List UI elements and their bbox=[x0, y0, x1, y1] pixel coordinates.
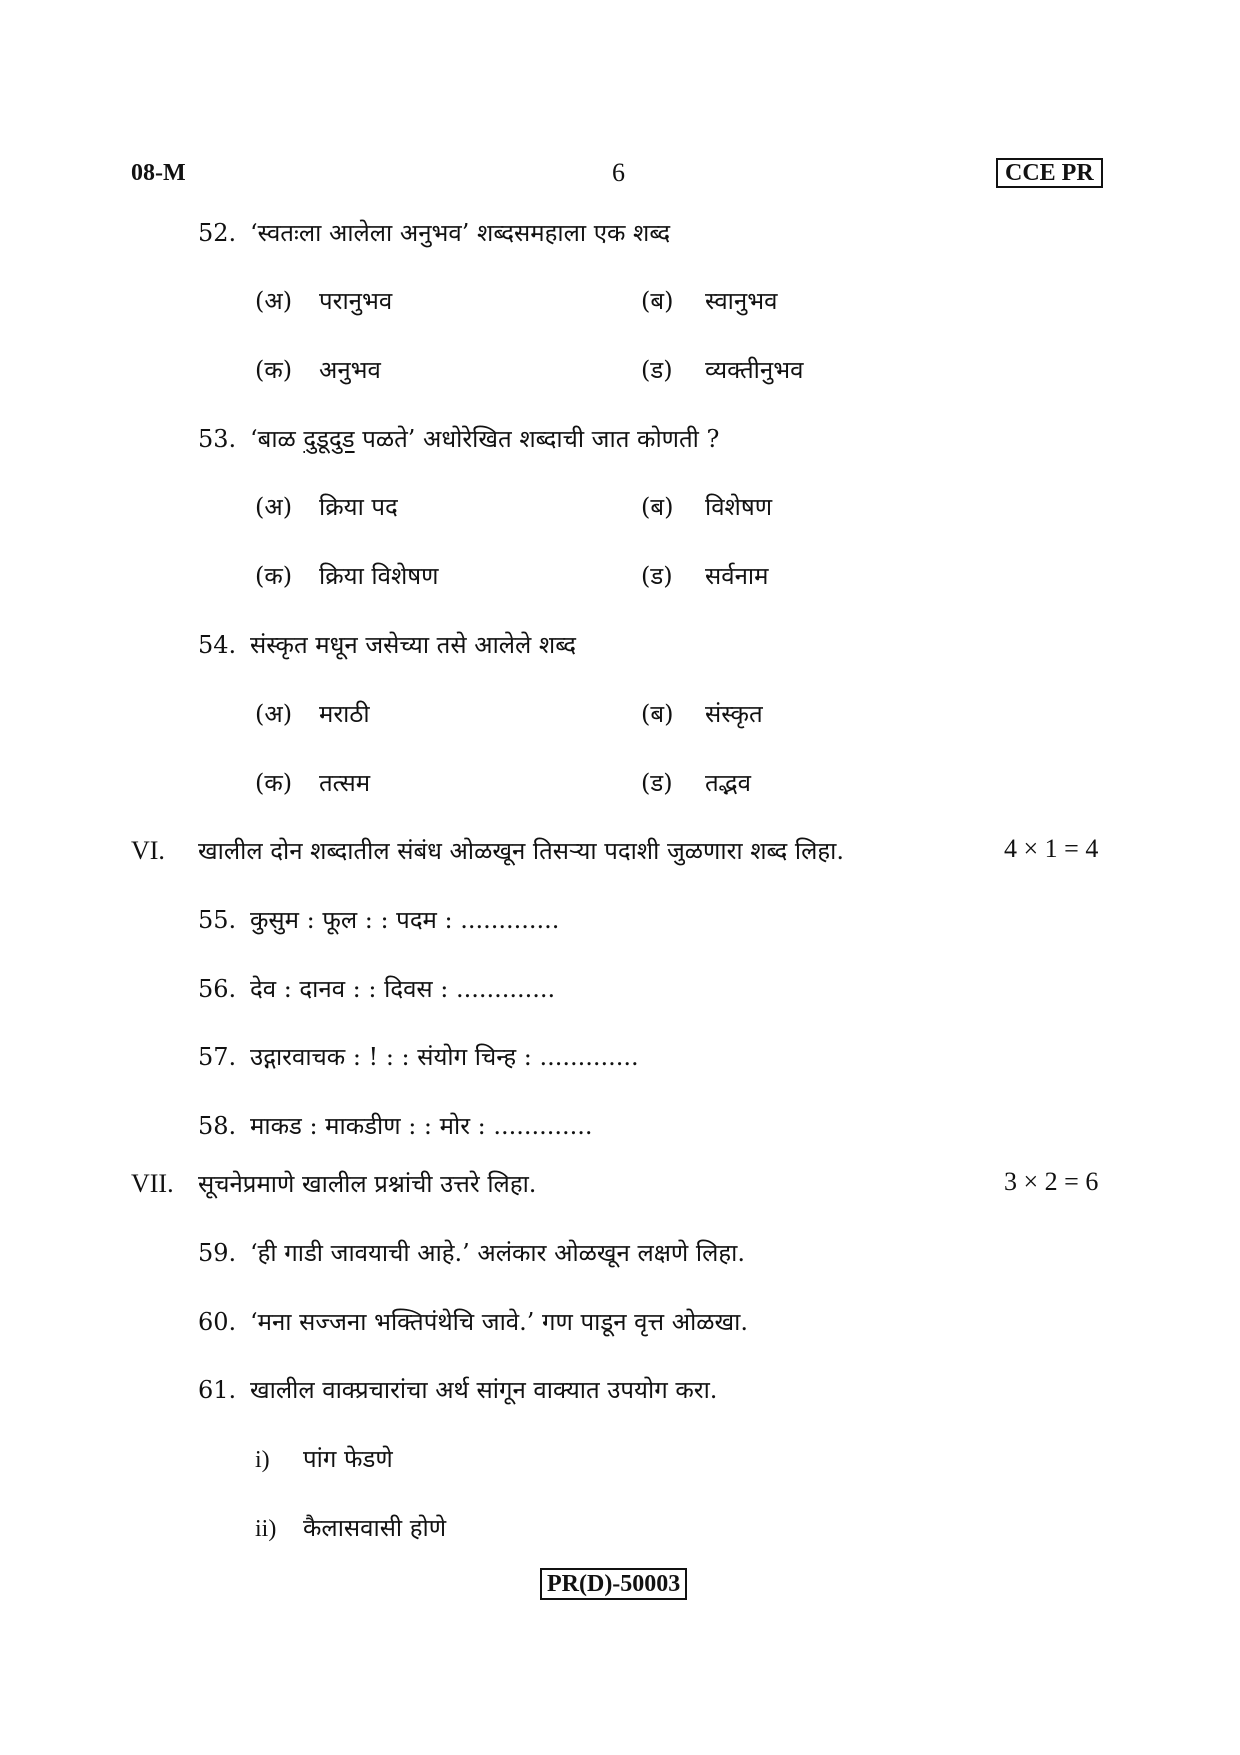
question-53 bbox=[198, 422, 719, 455]
option-b bbox=[641, 284, 777, 317]
sub-item-ii bbox=[255, 1511, 446, 1544]
question-text: उद्गारवाचक : ! : : संयोग चिन्ह : ............. bbox=[250, 1043, 639, 1071]
question-60 bbox=[198, 1305, 748, 1338]
option-text: व्यक्तीनुभव bbox=[705, 356, 804, 384]
option-label: (ब) bbox=[641, 493, 674, 521]
question-number: 59. bbox=[198, 1239, 237, 1267]
option-b bbox=[641, 490, 772, 523]
question-text: कुसुम : फूल : : पदम : ............. bbox=[250, 906, 560, 934]
question-number: 54. bbox=[198, 631, 237, 659]
sub-item-text: पांग फेडणे bbox=[303, 1445, 393, 1473]
sub-item-text: कैलासवासी होणे bbox=[303, 1514, 447, 1542]
option-label: (क) bbox=[255, 769, 293, 797]
question-61 bbox=[198, 1373, 717, 1406]
option-text: स्वानुभव bbox=[705, 287, 778, 315]
option-label: (क) bbox=[255, 356, 293, 384]
question-54 bbox=[198, 628, 576, 661]
option-text: विशेषण bbox=[705, 493, 773, 521]
option-a bbox=[255, 490, 398, 523]
paper-code-right: CCE PR bbox=[996, 158, 1103, 188]
option-label: (ड) bbox=[641, 769, 673, 797]
option-label: (अ) bbox=[255, 287, 293, 315]
option-c bbox=[255, 559, 439, 592]
question-58 bbox=[198, 1109, 593, 1142]
section-marks: 4 × 1 = 4 bbox=[1004, 834, 1099, 863]
option-label: (ड) bbox=[641, 562, 673, 590]
option-text: तत्सम bbox=[319, 769, 371, 797]
question-number: 61. bbox=[198, 1376, 237, 1404]
section-numeral: VII. bbox=[131, 1169, 174, 1198]
question-number: 58. bbox=[198, 1112, 237, 1140]
option-label: (ब) bbox=[641, 700, 674, 728]
option-a bbox=[255, 284, 392, 317]
option-text: क्रिया विशेषण bbox=[319, 562, 439, 590]
question-number: 57. bbox=[198, 1043, 237, 1071]
sub-item-label: i) bbox=[255, 1447, 270, 1473]
section-instruction: खालील दोन शब्दातील संबंध ओळखून तिसऱ्या पदाशी जुळणारा शब्द लिहा. bbox=[198, 837, 844, 865]
option-text: तद्भव bbox=[705, 769, 751, 797]
option-d bbox=[641, 559, 768, 592]
option-c bbox=[255, 353, 381, 386]
option-label: (अ) bbox=[255, 493, 293, 521]
section-numeral: VI. bbox=[131, 836, 165, 865]
question-number: 60. bbox=[198, 1308, 237, 1336]
option-label: (क) bbox=[255, 562, 293, 590]
section-marks: 3 × 2 = 6 bbox=[1004, 1167, 1099, 1196]
option-text: क्रिया पद bbox=[319, 493, 398, 521]
question-57 bbox=[198, 1040, 639, 1073]
underlined-word: दुडूदुड bbox=[303, 425, 355, 453]
question-number: 56. bbox=[198, 975, 237, 1003]
question-55 bbox=[198, 903, 559, 936]
question-52 bbox=[198, 216, 670, 249]
section-instruction: सूचनेप्रमाणे खालील प्रश्नांची उत्तरे लिहा. bbox=[198, 1170, 537, 1198]
question-text: खालील वाक्प्रचारांचा अर्थ सांगून वाक्यात उपयोग करा. bbox=[250, 1376, 718, 1404]
option-label: (ड) bbox=[641, 356, 673, 384]
option-d bbox=[641, 353, 803, 386]
question-number: 55. bbox=[198, 906, 237, 934]
question-59 bbox=[198, 1236, 745, 1269]
question-text: ‘स्वतःला आलेला अनुभव’ शब्दसमहाला एक शब्द bbox=[250, 219, 671, 247]
question-number: 53. bbox=[198, 425, 237, 453]
option-text: मराठी bbox=[319, 700, 370, 728]
question-number: 52. bbox=[198, 219, 237, 247]
option-text: अनुभव bbox=[319, 356, 381, 384]
section-heading-vi bbox=[131, 834, 844, 867]
option-label: (अ) bbox=[255, 700, 293, 728]
question-56 bbox=[198, 972, 555, 1005]
question-text: देव : दानव : : दिवस : ............. bbox=[250, 975, 556, 1003]
option-d bbox=[641, 766, 751, 799]
paper-code-left: 08-M bbox=[131, 160, 186, 186]
question-text-pre: ‘बाळ bbox=[250, 425, 304, 453]
option-a bbox=[255, 697, 370, 730]
section-heading-vii bbox=[131, 1167, 536, 1200]
option-text: परानुभव bbox=[319, 287, 393, 315]
question-text: ‘मना सज्जना भक्तिपंथेचि जावे.’ गण पाडून वृत्त ओळखा. bbox=[250, 1308, 748, 1336]
question-text: ‘ही गाडी जावयाची आहे.’ अलंकार ओळखून लक्षणे लिहा. bbox=[250, 1239, 745, 1267]
question-text: संस्कृत मधून जसेच्या तसे आलेले शब्द bbox=[250, 631, 576, 659]
footer-paper-code: PR(D)-50003 bbox=[540, 1568, 687, 1600]
option-label: (ब) bbox=[641, 287, 674, 315]
sub-item-label: ii) bbox=[255, 1516, 277, 1542]
option-c bbox=[255, 766, 370, 799]
sub-item-i bbox=[255, 1442, 393, 1475]
option-b bbox=[641, 697, 763, 730]
question-text-post: पळते’ अधोरेखित शब्दाची जात कोणती ? bbox=[354, 425, 720, 453]
option-text: संस्कृत bbox=[705, 700, 763, 728]
option-text: सर्वनाम bbox=[705, 562, 769, 590]
question-text: माकड : माकडीण : : मोर : ............. bbox=[250, 1112, 593, 1140]
page-number: 6 bbox=[612, 158, 625, 187]
